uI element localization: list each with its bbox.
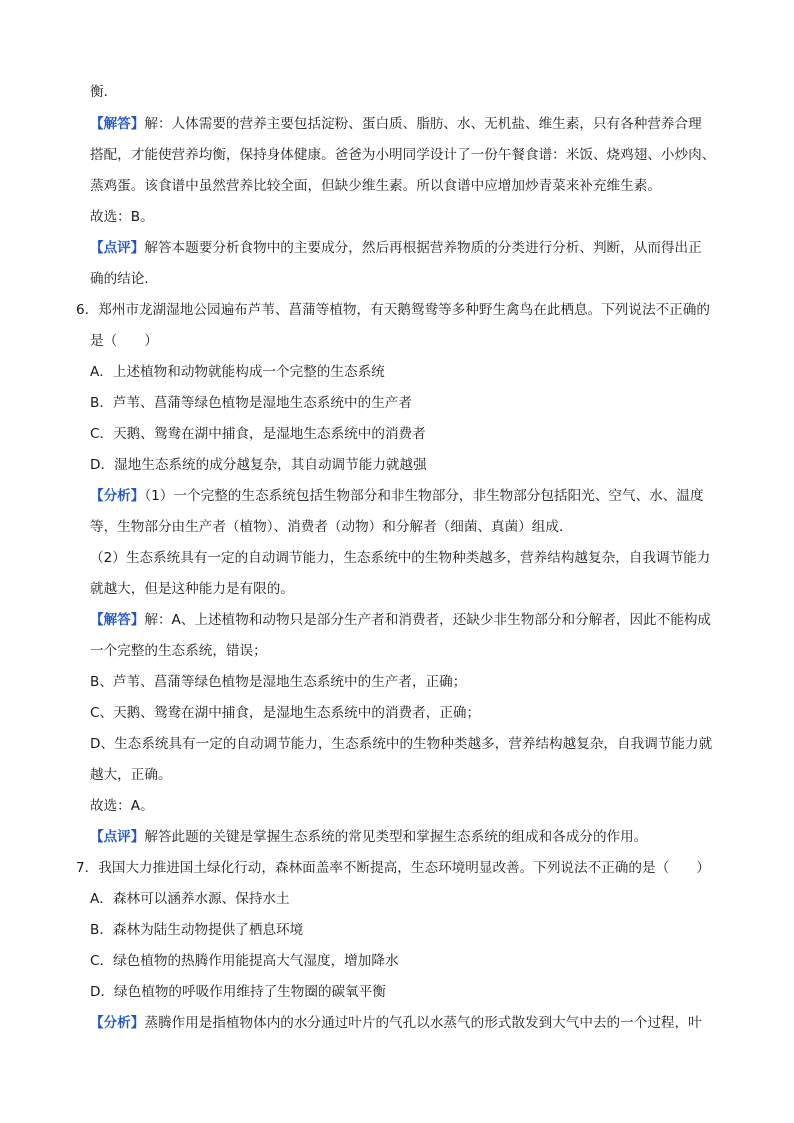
q7-option-c: C．绿色植物的热腾作用能提高大气湿度，增加降水	[90, 953, 399, 969]
analysis-tag: 【分析】	[90, 1015, 145, 1031]
comment-tag: 【点评】	[90, 240, 145, 256]
q7-option-a: A．森林可以涵养水源、保持水土	[90, 891, 290, 907]
q7-option-b: B．森林为陆生动物提供了栖息环境	[90, 922, 304, 938]
q6-answer-line-3: B、芦苇、菖蒲等绿色植物是湿地生态系统中的生产者，正确；	[90, 674, 467, 690]
q5-answer-line-3: 蒸鸡蛋。该食谱中虽然营养比较全面，但缺少维生素。所以食谱中应增加炒青菜来补充维生素。	[90, 178, 661, 194]
q5-answer-line-2: 搭配，才能使营养均衡，保持身体健康。爸爸为小明同学设计了一份午餐食谱：米饭、烧鸡翅、小炒肉、	[90, 147, 716, 163]
q7-stem-line-1: 7．我国大力推进国土绿化行动，森林面盖率不断提高，生态环境明显改善。下列说法不正确的是（ ）	[76, 860, 710, 876]
answer-tag: 【解答】	[90, 116, 145, 132]
q6-comment-line-1: 【点评】解答此题的关键是掌握生态系统的常见类型和掌握生态系统的组成和各成分的作用。	[90, 829, 648, 845]
q6-stem-line-2: 是（ ）	[90, 333, 158, 349]
q6-option-c: C．天鹅、鸳鸯在湖中捕食，是湿地生态系统中的消费者	[90, 426, 426, 442]
comment-tag: 【点评】	[90, 829, 145, 845]
q5-comment-line-1: 【点评】解答本题要分析食物中的主要成分，然后再根据营养物质的分类进行分析、判断，从而得出正	[90, 240, 702, 256]
q6-option-b: B．芦苇、菖蒲等绿色植物是湿地生态系统中的生产者	[90, 395, 412, 411]
q6-answer-line-4: C、天鹅、鸳鸯在湖中捕食，是湿地生态系统中的消费者，正确；	[90, 705, 481, 721]
q7-option-d: D．绿色植物的呼吸作用维持了生物圈的碳氧平衡	[90, 984, 386, 1000]
q5-answer-line-1: 【解答】解：人体需要的营养主要包括淀粉、蛋白质、脂肪、水、无机盐、维生素，只有各种营养合理	[90, 116, 702, 132]
q6-stem-line-1: 6．郑州市龙湖湿地公园遍布芦苇、菖蒲等植物，有天鹅鸳鸯等多种野生禽鸟在此栖息。下列说法不正确的	[76, 302, 710, 318]
q6-answer-line-2: 一个完整的生态系统，错误；	[90, 643, 267, 659]
q6-option-d: D．湿地生态系统的成分越复杂，其自动调节能力就越强	[90, 457, 427, 473]
q6-answer-line-1: 【解答】解：A、上述植物和动物只是部分生产者和消费者，还缺少非生物部分和分解者，因此不能构成	[90, 612, 712, 628]
q6-answer-line-5: D、生态系统具有一定的自动调节能力，生态系统中的生物种类越多，营养结构越复杂，自我调节能力就	[90, 736, 713, 752]
q6-analysis-line-3: （2）生态系统具有一定的自动调节能力，生态系统中的生物种类越多，营养结构越复杂，自我调节能力	[90, 550, 711, 566]
q7-analysis-line-1: 【分析】蒸腾作用是指植物体内的水分通过叶片的气孔以水蒸气的形式散发到大气中去的一个过程，叶	[90, 1015, 702, 1031]
q5-choice: 故选：B。	[90, 209, 154, 225]
q6-choice: 故选：A。	[90, 798, 154, 814]
q5-comment-line-2: 确的结论．	[90, 271, 158, 287]
analysis-tag: 【分析】	[90, 488, 145, 504]
q6-analysis-line-2: 等，生物部分由生产者（植物）、消费者（动物）和分解者（细菌、真菌）组成．	[90, 519, 573, 535]
q6-option-a: A．上述植物和动物就能构成一个完整的生态系统	[90, 364, 385, 380]
q6-analysis-line-4: 就越大，但是这种能力是有限的。	[90, 581, 294, 597]
q5-line-0: 衡．	[90, 84, 118, 100]
answer-tag: 【解答】	[90, 612, 145, 628]
q6-analysis-line-1: 【分析】（1）一个完整的生态系统包括生物部分和非生物部分，非生物部分包括阳光、空气、水、温度	[90, 488, 704, 504]
q6-answer-line-6: 越大，正确。	[90, 767, 172, 783]
